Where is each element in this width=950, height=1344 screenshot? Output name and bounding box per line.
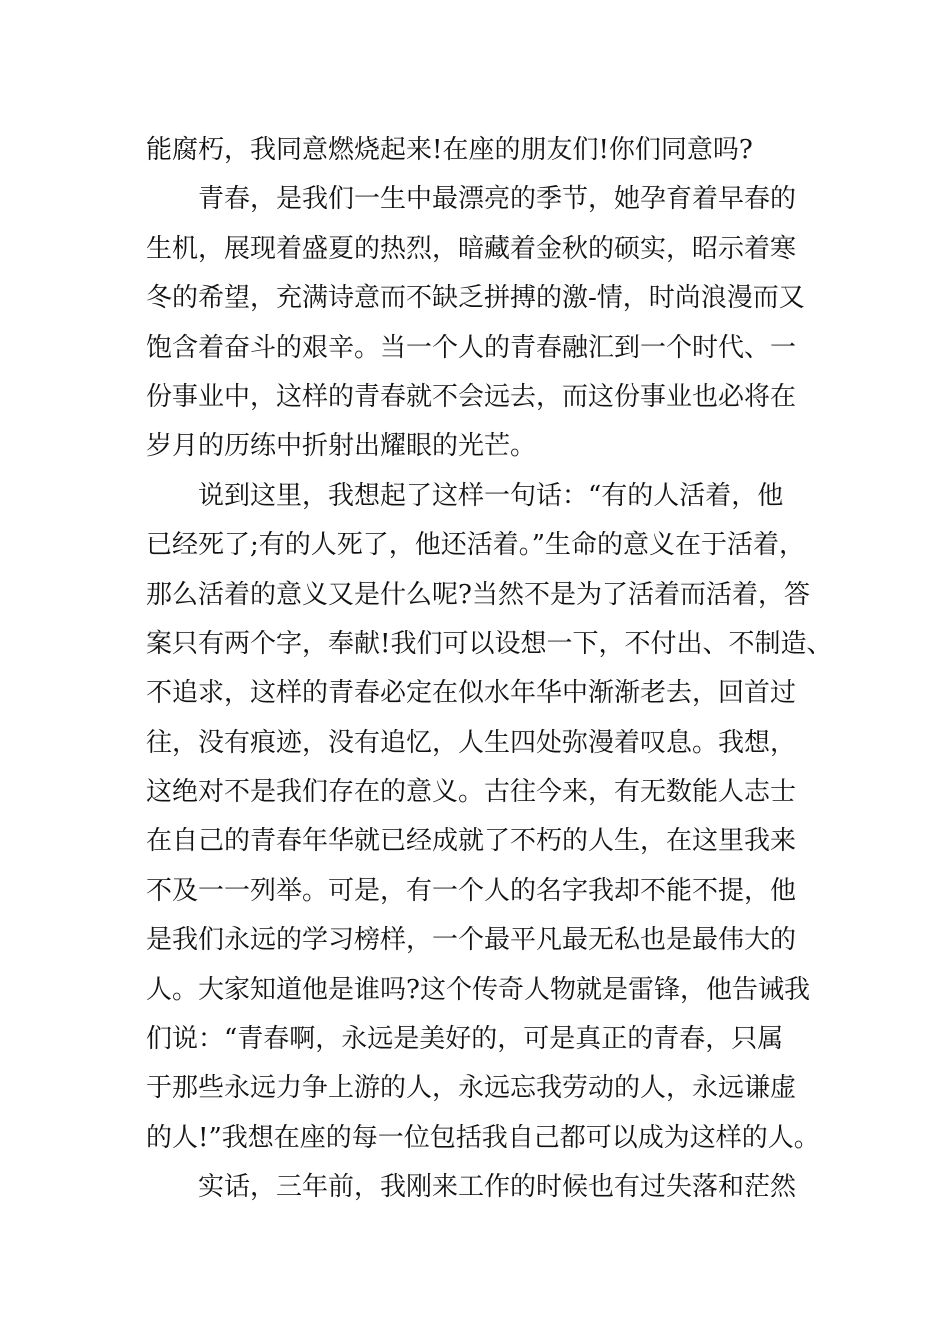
text-line: 能腐朽，我同意燃烧起来!在座的朋友们!你们同意吗? (146, 135, 753, 165)
text-line: 不及一一列举。可是，有一个人的名字我却不能不提，他 (146, 875, 797, 906)
text-line: 岁月的历练中折射出耀眼的光芒。 (146, 431, 537, 462)
text-line: 份事业中，这样的青春就不会远去，而这份事业也必将在 (146, 381, 797, 412)
text-line: 实话，三年前，我刚来工作的时候也有过失落和茫然 (198, 1172, 797, 1203)
text-line: 饱含着奋斗的艰辛。当一个人的青春融汇到一个时代、一 (146, 332, 797, 363)
body-text (146, 126, 833, 1213)
text-line: 生机，展现着盛夏的热烈，暗藏着金秋的硕实，昭示着寒 (146, 233, 797, 264)
text-line: 们说：“青春啊，永远是美好的，可是真正的青春，只属 (146, 1024, 784, 1055)
text-line: 青春，是我们一生中最漂亮的季节，她孕育着早春的 (198, 184, 797, 215)
text-line: 的人!”我想在座的每一位包括我自己都可以成为这样的人。 (146, 1122, 820, 1153)
text-line: 案只有两个字，奉献!我们可以设想一下，不付出、不制造、 (146, 628, 833, 659)
text-line: 是我们永远的学习榜样，一个最平凡最无私也是最伟大的 (146, 925, 797, 956)
text-line: 人。大家知道他是谁吗?这个传奇人物就是雷锋，他告诫我 (146, 974, 810, 1005)
text-line: 那么活着的意义又是什么呢?当然不是为了活着而活着，答 (146, 579, 810, 610)
text-line: 冬的希望，充满诗意而不缺乏拼搏的激-情，时尚浪漫而又 (146, 283, 805, 314)
text-line: 这绝对不是我们存在的意义。古往今来，有无数能人志士 (146, 777, 797, 808)
text-line: 于那些永远力争上游的人，永远忘我劳动的人，永远谦虚 (146, 1073, 797, 1104)
text-line: 在自己的青春年华就已经成就了不朽的人生，在这里我来 (146, 826, 797, 857)
text-line: 不追求，这样的青春必定在似水年华中渐渐老去，回首过 (146, 678, 797, 709)
text-line: 往，没有痕迹，没有追忆，人生四处弥漫着叹息。我想， (146, 727, 797, 758)
text-line: 已经死了;有的人死了，他还活着。”生命的意义在于活着， (146, 530, 806, 561)
text-line: 说到这里，我想起了这样一句话：“有的人活着，他 (198, 480, 784, 511)
